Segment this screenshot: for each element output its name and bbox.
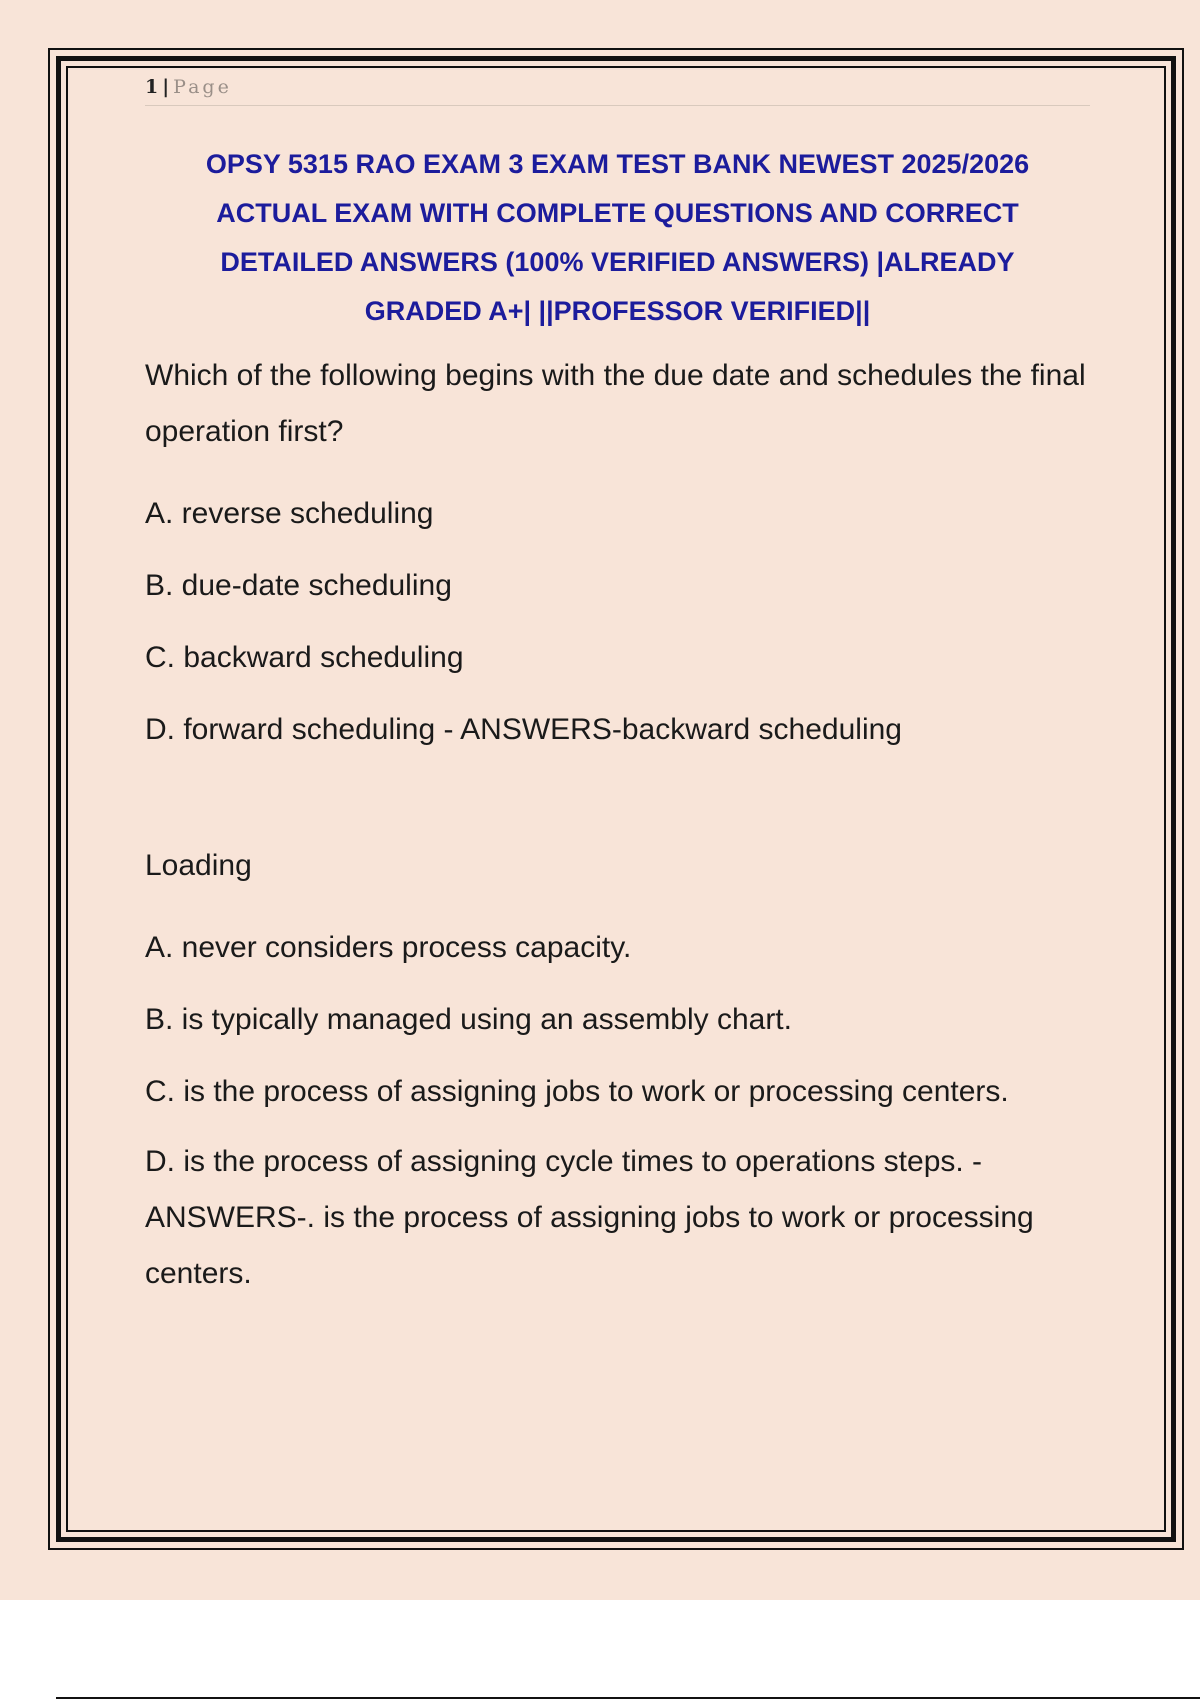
option-a: A. reverse scheduling [145,497,434,530]
option-b: B. is typically managed using an assembly chart. [145,1003,792,1036]
page-number: 1 [145,76,159,98]
option-d: D. forward scheduling - ANSWERS-backward scheduling [145,713,902,746]
title-line: ACTUAL EXAM WITH COMPLETE QUESTIONS AND CORRECT [216,198,1019,228]
question-text: Which of the following begins with the due date and schedules the final operation first? [145,359,1086,448]
question-block-2 [145,838,1105,1302]
question-text: Loading [145,849,252,882]
option-d: D. is the process of assigning cycle times to operations steps. - ANSWERS-. is the process of assigning jobs to work or processing centers. [145,1145,1034,1290]
page-label: Page [173,76,232,98]
title-line: DETAILED ANSWERS (100% VERIFIED ANSWERS) |ALREADY [220,247,1015,277]
footer-divider [56,1697,1200,1699]
option-b: B. due-date scheduling [145,569,452,602]
document-title [150,140,1085,336]
option-c: C. is the process of assigning jobs to work or processing centers. [145,1075,1009,1108]
page-separator: | [162,76,170,98]
title-line: OPSY 5315 RAO EXAM 3 EXAM TEST BANK NEWEST 2025/2026 [205,149,1030,179]
question-block-1 [145,348,1105,748]
option-a: A. never considers process capacity. [145,931,632,964]
title-line: GRADED A+| ||PROFESSOR VERIFIED|| [364,296,871,326]
page-header [145,76,1090,106]
option-c: C. backward scheduling [145,641,464,674]
